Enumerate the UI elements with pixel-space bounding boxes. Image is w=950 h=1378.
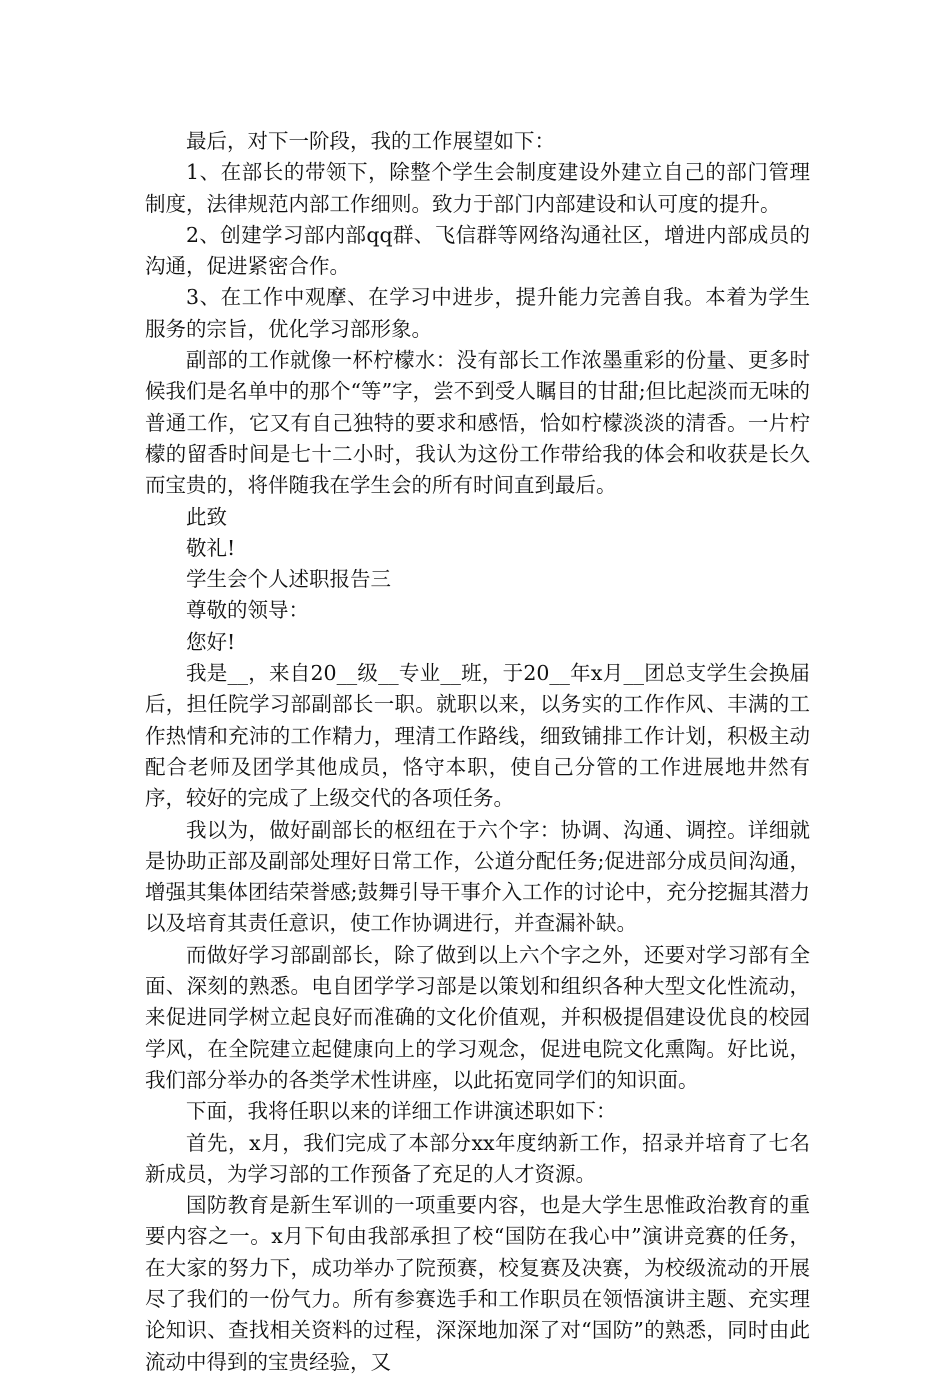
paragraph: 副部的工作就像一杯柠檬水：没有部长工作浓墨重彩的份量、更多时候我们是名单中的那个“等”字，尝不到受人瞩目的甘甜;但比起淡而无味的普通工作，它又有自己独特的要求和感悟，恰如柠檬淡淡的清香。一片柠檬的留香时间是七十二小时，我认为这份工作带给我的体会和收获是长久而宝贵的，将伴随我在学生会的所有时间直到最后。 (145, 348, 810, 498)
paragraph: 我以为，做好副部长的枢纽在于六个字：协调、沟通、调控。详细就是协助正部及副部处理好日常工作，公道分配任务;促进部分成员间沟通，增强其集体团结荣誉感;鼓舞引导干事介入工作的讨论中，充分挖掘其潜力以及培育其责任意识，使工作协调进行，并查漏补缺。 (145, 817, 810, 936)
section-title: 学生会个人述职报告三 (186, 567, 391, 592)
paragraph: 国防教育是新生军训的一项重要内容，也是大学生思惟政治教育的重要内容之一。x月下旬由我部承担了校“国防在我心中”演讲竞赛的任务，在大家的努力下，成功举办了院预赛，校复赛及决赛，为校级流动的开展尽了我们的一份气力。所有参赛选手和工作职员在领悟演讲主题、充实理论知识、查找相关资料的过程，深深地加深了对“国防”的熟悉，同时由此流动中得到的宝贵经验，又 (145, 1193, 810, 1374)
paragraph: 首先，x月，我们完成了本部分xx年度纳新工作，招录并培育了七名新成员，为学习部的工作预备了充足的人才资源。 (145, 1130, 810, 1186)
paragraph: 我是__，来自20__级__专业__班，于20__年x月__团总支学生会换届后，担任院学习部副部长一职。就职以来，以务实的工作作风、丰满的工作热情和充沛的工作精力，理清工作路线，细致铺排工作计划，积极主动配合老师及团学其他成员，恪守本职，使自己分管的工作进展地井然有序，较好的完成了上级交代的各项任务。 (145, 661, 810, 811)
closing-line: 敬礼! (186, 535, 236, 560)
paragraph: 3、在工作中观摩、在学习中进步，提升能力完善自我。本着为学生服务的宗旨，优化学习部形象。 (145, 285, 810, 341)
salutation: 尊敬的领导： (186, 598, 309, 623)
document-body (145, 126, 810, 1378)
paragraph: 1、在部长的带领下，除整个学生会制度建设外建立自己的部门管理制度，法律规范内部工作细则。致力于部门内部建设和认可度的提升。 (145, 160, 810, 216)
paragraph: 下面，我将任职以来的详细工作讲演述职如下： (186, 1099, 617, 1124)
greeting: 您好! (186, 629, 236, 654)
paragraph: 2、创建学习部内部qq群、飞信群等网络沟通社区，增进内部成员的沟通，促进紧密合作。 (145, 222, 810, 279)
paragraph: 而做好学习部副部长，除了做到以上六个字之外，还要对学习部有全面、深刻的熟悉。电自团学学习部是以策划和组织各种大型文化性流动，来促进同学树立起良好而准确的文化价值观，并积极提倡建设优良的校园学风，在全院建立起健康向上的学习观念，促进电院文化熏陶。好比说，我们部分举办的各类学术性讲座，以此拓宽同学们的知识面。 (145, 942, 810, 1092)
paragraph: 最后，对下一阶段，我的工作展望如下： (186, 129, 555, 153)
closing-line: 此致 (186, 504, 227, 529)
